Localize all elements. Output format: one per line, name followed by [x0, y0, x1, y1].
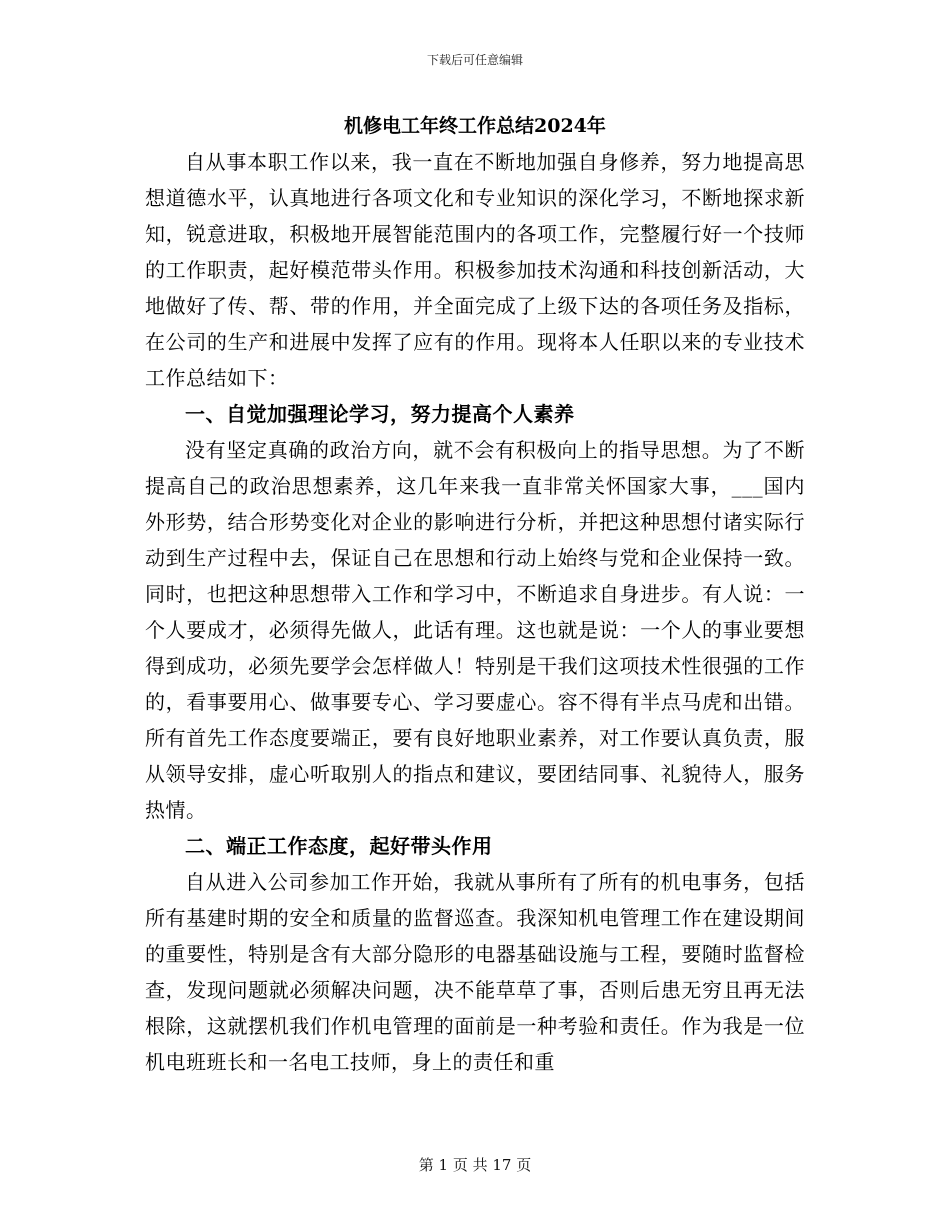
- document-body: [145, 144, 805, 1080]
- section-heading-2: 二、端正工作态度，起好带头作用: [185, 834, 493, 858]
- document-title: 机修电工年终工作总结2024年: [344, 115, 606, 137]
- section-2-paragraph: 自从进入公司参加工作开始，我就从事所有了所有的机电事务，包括所有基建时期的安全和质量的监督巡查。我深知机电管理工作在建设期间的重要性，特别是含有大部分隐形的电器基础设施与工程，要随时监督检查，发现问题就必须解决问题，决不能草草了事，否则后患无穷且再无法根除，这就摆机我们作机电管理的面前是一种考验和责任。作为我是一位机电班班长和一名电工技师，身上的责任和重: [145, 870, 805, 1074]
- section-heading-1: 一、自觉加强理论学习，努力提高个人素养: [185, 402, 575, 426]
- section-1-paragraph: 没有坚定真确的政治方向，就不会有积极向上的指导思想。为了不断提高自己的政治思想素养，这几年来我一直非常关怀国家大事，___国内外形势，结合形势变化对企业的影响进行分析，并把这种思想付诸实际行动到生产过程中去，保证自己在思想和行动上始终与党和企业保持一致。同时，也把这种思想带入工作和学习中，不断追求自身进步。有人说：一个人要成才，必须得先做人，此话有理。这也就是说：一个人的事业要想得到成功，必须先要学会怎样做人！特别是干我们这项技术性很强的工作的，看事要用心、做事要专心、学习要虚心。容不得有半点马虎和出错。所有首先工作态度要端正，要有良好地职业素养，对工作要认真负责，服从领导安排，虚心听取别人的指点和建议，要团结同事、礼貌待人，服务热情。: [145, 438, 805, 822]
- page-header-note: 下载后可任意编辑: [426, 53, 523, 67]
- intro-paragraph: 自从事本职工作以来，我一直在不断地加强自身修养，努力地提高思想道德水平，认真地进行各项文化和专业知识的深化学习，不断地探求新知，锐意进取，积极地开展智能范围内的各项工作，完整履行好一个技师的工作职责，起好模范带头作用。积极参加技术沟通和科技创新活动，大地做好了传、帮、带的作用，并全面完成了上级下达的各项任务及指标，在公司的生产和进展中发挥了应有的作用。现将本人任职以来的专业技术工作总结如下：: [145, 150, 805, 390]
- page-footer: 第 1 页 共 17 页: [418, 1156, 532, 1174]
